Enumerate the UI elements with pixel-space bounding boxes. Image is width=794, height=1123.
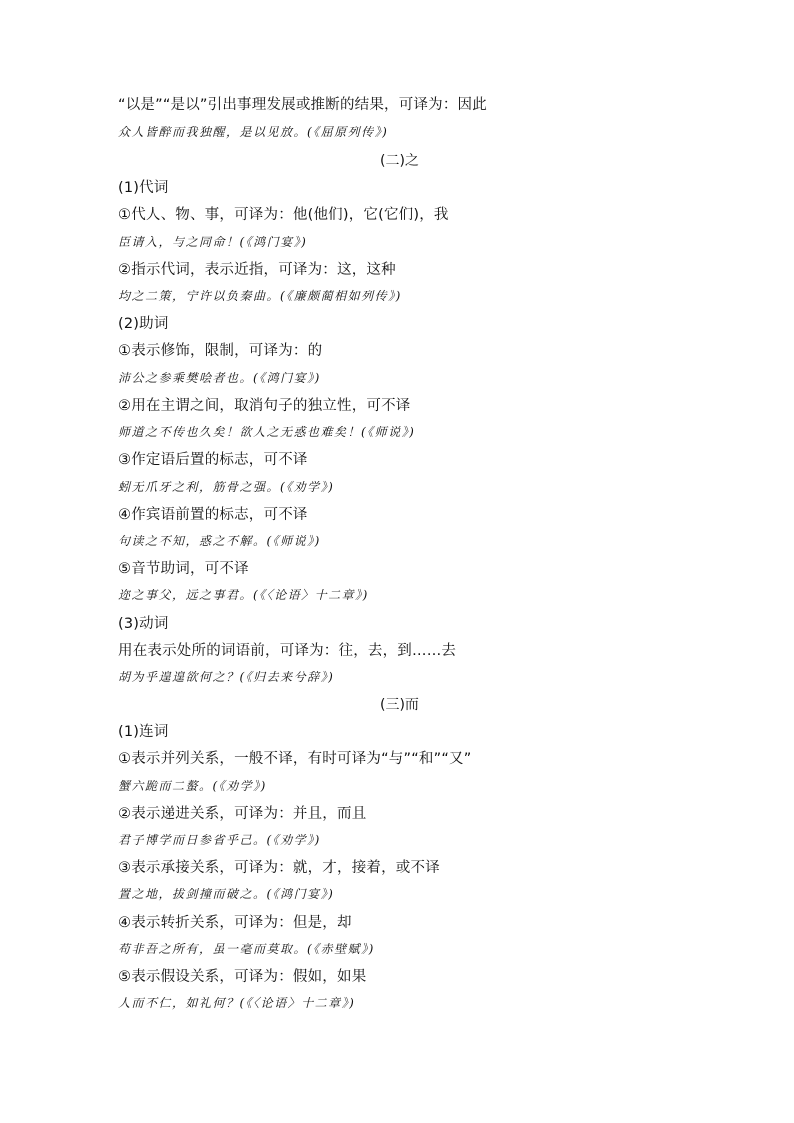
definition-line: ⑤音节助词，可不译 xyxy=(118,561,249,577)
definition-line: ②用在主谓之间，取消句子的独立性，可不译 xyxy=(118,398,411,414)
example-line: 蚓无爪牙之利，筋骨之强。(《劝学》) xyxy=(118,480,335,494)
category-label: (2)助词 xyxy=(118,316,169,332)
definition-line: ⑤表示假设关系，可译为：假如，如果 xyxy=(118,969,367,985)
category-label: (1)代词 xyxy=(118,180,169,196)
definition-line: ④表示转折关系，可译为：但是，却 xyxy=(118,915,352,931)
definition-line: ②指示代词，表示近指，可译为：这，这种 xyxy=(118,262,396,278)
example-line: 人而不仁，如礼何？(《〈论语〉十二章》) xyxy=(118,996,356,1010)
example-line: 胡为乎遑遑欲何之？(《归去来兮辞》) xyxy=(118,670,335,684)
definition-line: ②表示递进关系，可译为：并且，而且 xyxy=(118,806,367,822)
intro-example: 众人皆醉而我独醒，是以见放。(《屈原列传》) xyxy=(118,125,389,139)
example-line: 置之地，拔剑撞而破之。(《鸿门宴》) xyxy=(118,887,335,901)
definition-line: ③表示承接关系，可译为：就，才，接着，或不译 xyxy=(118,860,440,876)
definition-line: ③作定语后置的标志，可不译 xyxy=(118,452,308,468)
example-line: 句读之不知，惑之不解。(《师说》) xyxy=(118,534,321,548)
example-line: 君子博学而日参省乎己。(《劝学》) xyxy=(118,833,321,847)
section-title-zhi: (二)之 xyxy=(380,153,419,169)
definition-line: 用在表示处所的词语前，可译为：往，去，到……去 xyxy=(118,643,457,659)
example-line: 蟹六跪而二螯。(《劝学》) xyxy=(118,779,267,793)
example-line: 沛公之参乘樊哙者也。(《鸿门宴》) xyxy=(118,371,321,385)
category-label: (1)连词 xyxy=(118,724,169,740)
example-line: 均之二策，宁许以负秦曲。(《廉颇蔺相如列传》) xyxy=(118,289,402,303)
example-line: 臣请入，与之同命！(《鸿门宴》) xyxy=(118,235,308,249)
definition-line: ①代人、物、事，可译为：他(他们)，它(它们)，我 xyxy=(118,207,449,223)
definition-line: ①表示修饰，限制，可译为：的 xyxy=(118,343,323,359)
example-line: 苟非吾之所有，虽一毫而莫取。(《赤壁赋》) xyxy=(118,942,375,956)
definition-line: ④作宾语前置的标志，可不译 xyxy=(118,507,308,523)
example-line: 师道之不传也久矣！欲人之无惑也难矣！(《师说》) xyxy=(118,425,416,439)
definition-line: ①表示并列关系，一般不译，有时可译为“与”“和”“又” xyxy=(118,751,472,767)
section-title-er: (三)而 xyxy=(380,697,419,713)
category-label: (3)动词 xyxy=(118,616,169,632)
example-line: 迩之事父，远之事君。(《〈论语〉十二章》) xyxy=(118,588,369,602)
intro-definition: “以是”“是以”引出事理发展或推断的结果，可译为：因此 xyxy=(118,97,487,113)
